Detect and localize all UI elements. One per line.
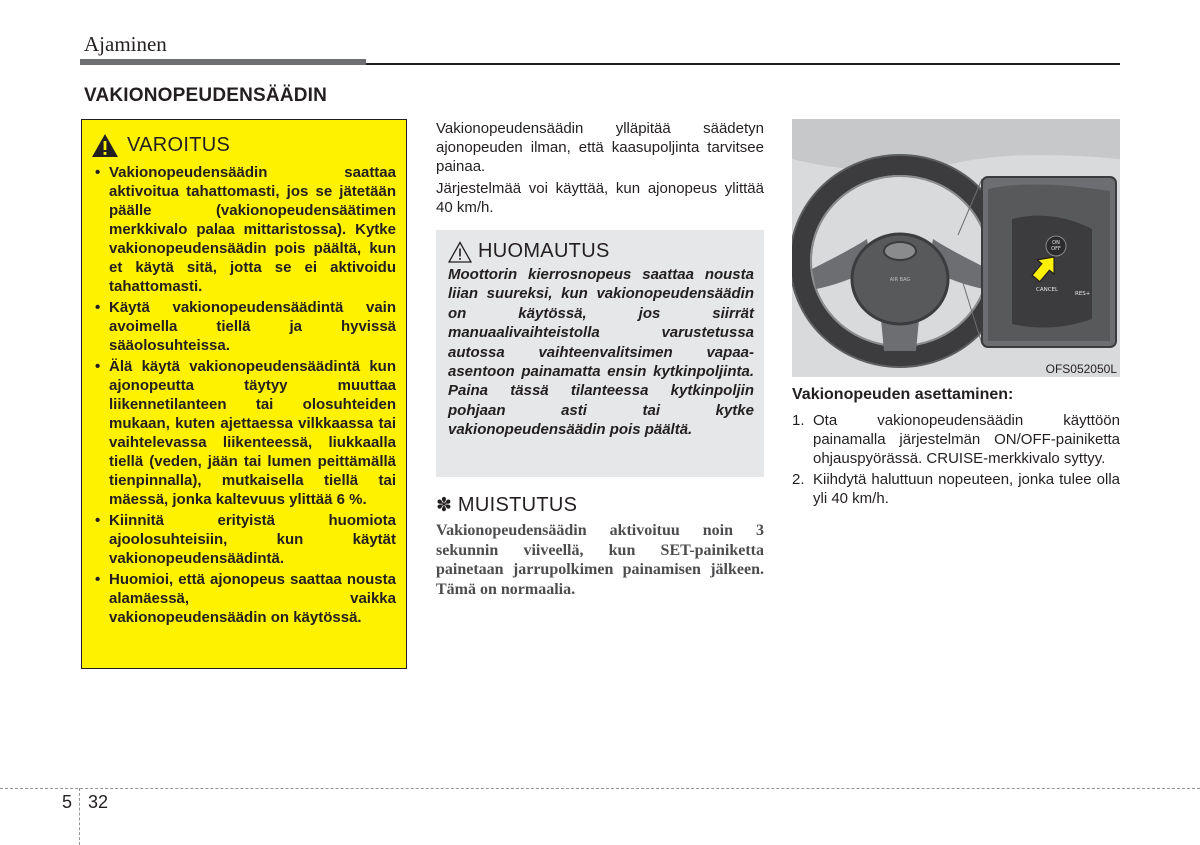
warning-item: • Käytä vakionopeudensäädintä vain avoimella tiellä ja hyvissä sääolosuhteissa. — [91, 298, 396, 355]
warning-item: • Älä käytä vakionopeudensäädintä kun ajonopeutta täytyy muuttaa liikennetilanteen tai olosuhteiden mukaan, kuten ajettaessa vilkkaassa tai vaihtelevassa liikenteessä, liukkaalla tiellä (veden, jään tai lumen peittämällä tienpinnalla), mutkaisella tiellä tai mäessä, jonka kaltevuus ylittää 6 %. — [91, 357, 396, 509]
step-number: 1. — [792, 412, 805, 429]
warning-item: • Vakionopeudensäädin saattaa aktivoitua tahattomasti, jos se jätetään päälle (vakionopeudensäätimen merkkivalo palaa mittaristossa). Kytke vakionopeudensäädin pois päältä, kun et käytä sitä, jotta se ei aktivoidu tahattomasti. — [91, 163, 396, 296]
steering-wheel-illustration — [792, 119, 1120, 377]
step-number: 2. — [792, 471, 805, 488]
header-rule-thin — [366, 63, 1120, 65]
page-number: 32 — [88, 792, 109, 812]
warning-box — [81, 119, 407, 669]
caution-triangle-icon — [448, 241, 472, 263]
svg-text:AIR BAG: AIR BAG — [889, 277, 911, 283]
warning-triangle-icon — [91, 133, 119, 158]
intro-paragraph: Järjestelmää voi käyttää, kun ajonopeus ylittää 40 km/h. — [436, 180, 764, 216]
caution-text: Moottorin kierrosnopeus saattaa nousta liian suureksi, kun vakionopeudensäädin on käytössä, jos siirrät manuaalivaihteistolla varustetussa autossa vaihteenvalitsimen vapaa-asentoon painamatta ensin kytkinpoljinta. Paina tässä tilanteessa kytkinpoljin pohjaan asti tai kytke vakionopeudensäädin pois päältä. — [448, 266, 754, 439]
svg-text:OFF: OFF — [1051, 246, 1061, 252]
notice-header — [436, 494, 764, 517]
warning-item: • Huomioi, että ajonopeus saattaa nousta alamäessä, vaikka vakionopeudensäädin on käytössä. — [91, 570, 396, 627]
intro-paragraph: Vakionopeudensäädin ylläpitää säädetyn ajonopeuden ilman, että kaasupoljinta tarvitsee painaa. — [436, 120, 764, 175]
asterisk-icon: ✽ — [436, 495, 452, 516]
header-rule-thick — [80, 59, 366, 65]
notice-title: MUISTUTUS — [457, 494, 578, 516]
notice-text: Vakionopeudensäädin aktivoituu noin 3 sekunnin viiveellä, kun SET-painiketta painetaan jarrupolkimen painamisen jälkeen. Tämä on normaalia. — [436, 522, 764, 598]
steering-wheel-figure — [792, 119, 1120, 377]
caution-box — [436, 230, 764, 477]
step-text: Ota vakionopeudensäädin käyttöön painamalla järjestelmän ON/OFF-painiketta ohjauspyörässä. CRUISE-merkkivalo syttyy. — [813, 412, 1120, 467]
figure-code: OFS052050L — [1045, 362, 1117, 376]
res-label: RES+ — [1075, 291, 1091, 297]
intro-text — [436, 119, 764, 220]
setting-steps — [792, 411, 1120, 510]
page-section-number: 5 — [62, 792, 73, 812]
setting-subheading: Vakionopeuden asettaminen: — [792, 386, 1014, 403]
caution-header — [448, 240, 754, 263]
warning-list — [91, 163, 396, 627]
footer-divider — [0, 788, 1200, 789]
notice-block — [436, 494, 764, 599]
step-text: Kiihdytä haluttuun nopeuteen, jonka tulee olla yli 40 km/h. — [813, 471, 1120, 507]
footer-vertical-divider — [79, 788, 80, 845]
step-item — [792, 470, 1120, 508]
warning-title: VAROITUS — [127, 134, 231, 156]
caution-title: HUOMAUTUS — [478, 240, 610, 262]
on-off-label: ON — [1052, 240, 1060, 246]
cancel-label: CANCEL — [1036, 287, 1059, 293]
step-item — [792, 411, 1120, 468]
chapter-title: Ajaminen — [84, 32, 167, 56]
warning-item: • Kiinnitä erityistä huomiota ajoolosuhteisiin, kun käytät vakionopeudensäädintä. — [91, 511, 396, 568]
section-title: VAKIONOPEUDENSÄÄDIN — [84, 85, 328, 106]
warning-header — [91, 133, 396, 158]
